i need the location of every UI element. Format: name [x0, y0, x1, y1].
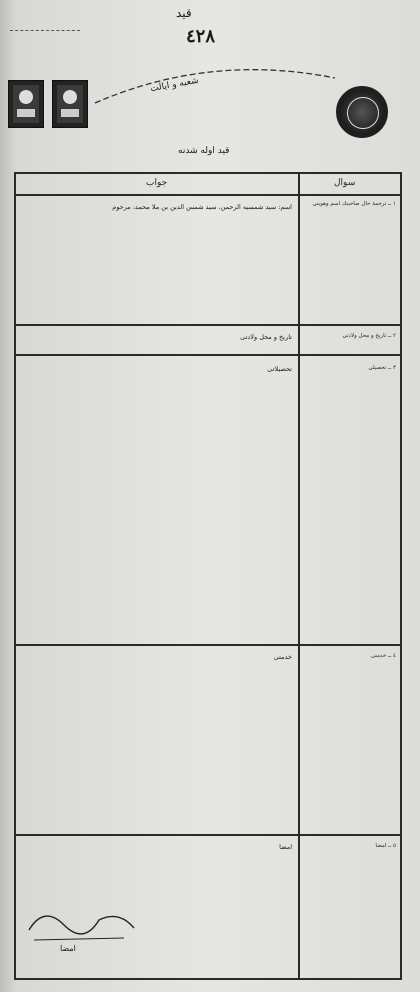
row-divider: [16, 834, 400, 836]
top-left-scrawl: [10, 30, 80, 35]
revenue-stamp-icon: [52, 80, 88, 128]
signature-scrawl: [24, 900, 144, 950]
question-cell: ٣ ــ تحصیلی: [368, 365, 396, 371]
answer-cell: تاریخ و محل ولادتی: [240, 333, 292, 341]
header-curve: [90, 58, 340, 118]
document-subtitle: قيد اوله شدنه: [178, 146, 230, 156]
signature-label: امضا: [60, 944, 76, 953]
row-divider: [16, 644, 400, 646]
column-header-answer: جواب: [146, 178, 168, 188]
answer-cell: اسم: سید شمسیه الرحمن، سید شمس الدین بن ملا محمد، مرحوم: [112, 203, 292, 211]
document-number-label: قيد: [176, 6, 192, 20]
column-header-question: سوال: [334, 178, 356, 188]
row-divider: [16, 324, 400, 326]
answer-cell: امضا: [279, 843, 292, 851]
form-table: [14, 172, 402, 980]
answer-cell: خدمتی: [273, 653, 292, 661]
seal-icon: [336, 86, 388, 138]
question-cell: ٥ ــ امضا: [375, 843, 396, 849]
answer-cell: تحصیلاتی: [267, 365, 292, 373]
header-title: شعبه و ایالت: [149, 75, 200, 95]
question-cell: ٤ ــ خدمتی: [370, 653, 396, 659]
column-divider: [298, 174, 300, 978]
question-cell: ٢ ــ تاریخ و محل ولادتی: [342, 333, 396, 339]
document-number: ٤٢٨: [186, 26, 216, 47]
revenue-stamp-icon: [8, 80, 44, 128]
question-cell: ١ ــ ترجمهٔ حال صاحبنك اسم وهویتی: [312, 201, 396, 207]
header-divider: [16, 194, 400, 196]
row-divider: [16, 354, 400, 356]
